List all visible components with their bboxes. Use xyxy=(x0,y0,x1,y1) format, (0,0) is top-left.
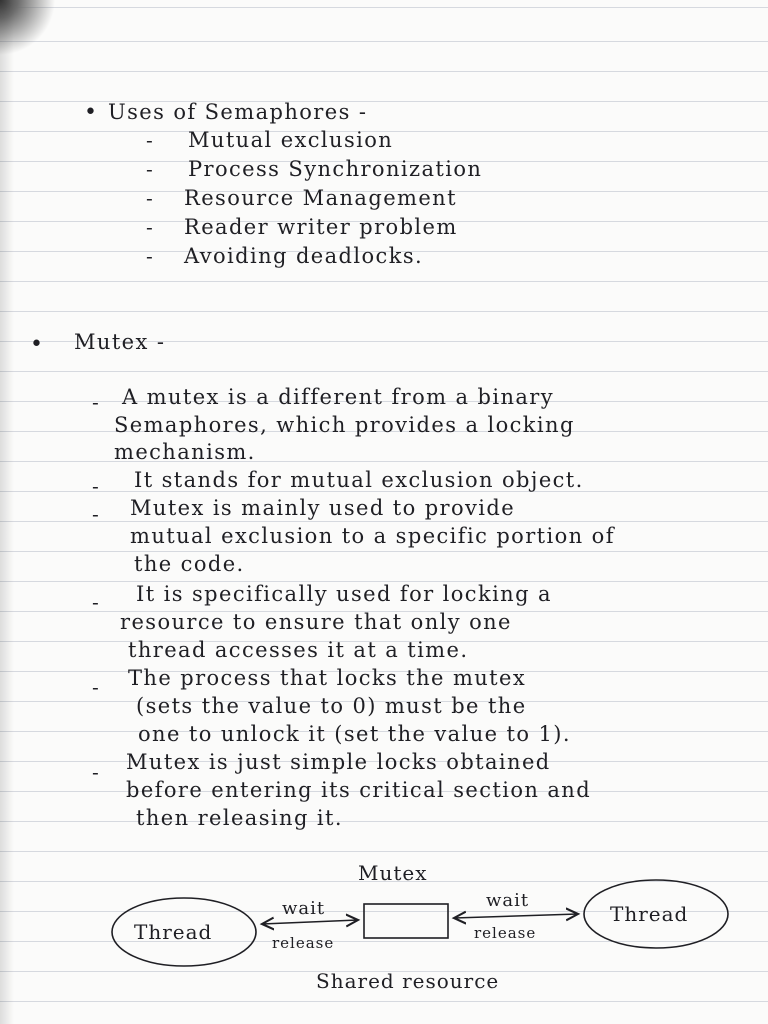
mutex-line: mechanism. xyxy=(114,440,256,464)
list-dash: - xyxy=(146,157,153,181)
mutex-line: A mutex is a different from a binary xyxy=(122,385,555,409)
left-arrow xyxy=(262,920,358,924)
list-dash: - xyxy=(92,590,99,614)
semaphores-item: Resource Management xyxy=(184,186,457,210)
list-dash: - xyxy=(92,760,99,784)
mutex-line: Mutex is mainly used to provide xyxy=(130,496,516,520)
list-dash: - xyxy=(92,474,99,498)
mutex-line: The process that locks the mutex xyxy=(128,666,527,690)
bullet-dot: • xyxy=(84,100,97,125)
diagram-title: Mutex xyxy=(358,861,428,885)
mutex-diagram xyxy=(0,850,768,1010)
semaphores-item: Mutual exclusion xyxy=(188,128,394,152)
right-release-label: release xyxy=(474,924,537,942)
mutex-line: (sets the value to 0) must be the xyxy=(136,694,527,718)
list-dash: - xyxy=(146,186,153,210)
left-wait-label: wait xyxy=(282,898,326,919)
right-arrow xyxy=(454,914,578,918)
semaphores-item: Process Synchronization xyxy=(188,157,483,181)
shared-resource-label: Shared resource xyxy=(316,969,500,993)
list-dash: - xyxy=(146,128,153,152)
mutex-line: mutual exclusion to a specific portion of xyxy=(130,524,615,548)
bullet-dot: • xyxy=(30,332,43,357)
semaphores-heading: Uses of Semaphores - xyxy=(108,100,368,124)
right-wait-label: wait xyxy=(486,890,530,911)
list-dash: - xyxy=(146,244,153,268)
semaphores-item: Avoiding deadlocks. xyxy=(184,244,424,268)
semaphores-item: Reader writer problem xyxy=(184,215,458,239)
shared-resource-box xyxy=(364,904,448,938)
mutex-line: then releasing it. xyxy=(136,806,343,830)
left-release-label: release xyxy=(272,934,335,952)
mutex-line: resource to ensure that only one xyxy=(120,610,512,634)
list-dash: - xyxy=(92,390,99,414)
mutex-line: the code. xyxy=(134,552,245,576)
left-thread-label: Thread xyxy=(134,920,213,944)
list-dash: - xyxy=(92,675,99,699)
list-dash: - xyxy=(92,502,99,526)
mutex-line: before entering its critical section and xyxy=(126,778,592,802)
right-thread-label: Thread xyxy=(610,902,689,926)
mutex-line: Mutex is just simple locks obtained xyxy=(126,750,551,774)
mutex-line: one to unlock it (set the value to 1). xyxy=(138,722,571,746)
mutex-line: It stands for mutual exclusion object. xyxy=(134,468,584,492)
mutex-heading: Mutex - xyxy=(74,330,166,354)
list-dash: - xyxy=(146,215,153,239)
mutex-line: thread accesses it at a time. xyxy=(128,638,469,662)
mutex-line: Semaphores, which provides a locking xyxy=(114,413,575,437)
mutex-line: It is specifically used for locking a xyxy=(136,582,552,606)
